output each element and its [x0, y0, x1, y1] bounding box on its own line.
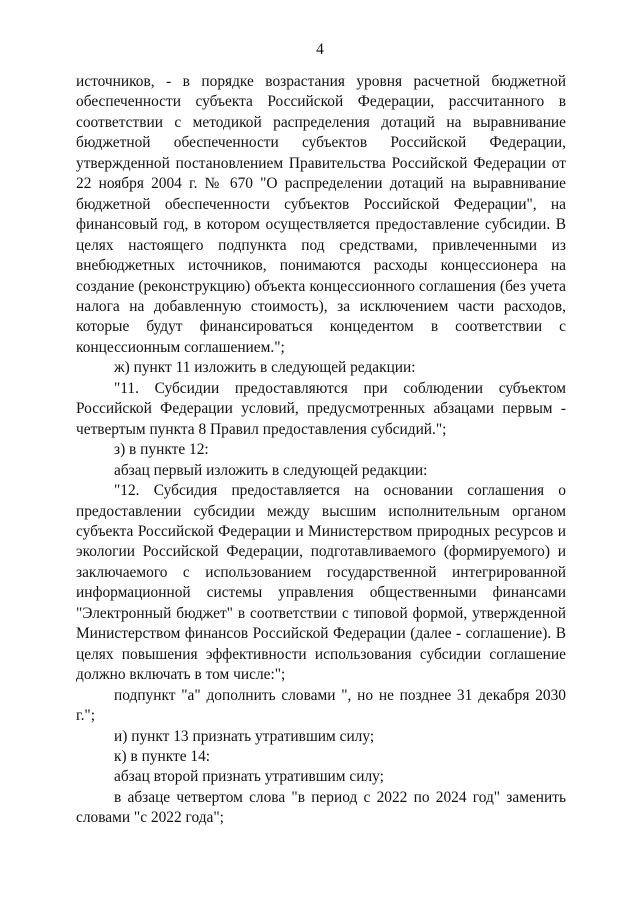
paragraph-8: и) пункт 13 признать утратившим силу;	[114, 727, 375, 745]
paragraph-11: в абзаце четвертом слова "в период с 2022 по 2024 год" заменить словами "с 2022 года";	[76, 788, 566, 827]
page-number: 4	[316, 41, 324, 58]
paragraph-7: подпункт "а" дополнить словами ", но не позднее 31 декабря 2030 г.";	[76, 686, 566, 725]
paragraph-6: "12. Субсидия предоставляется на основании соглашения о предоставлении субсидии между высшим исполнительным органом субъекта Российской Федерации и Министерством природных ресурсов и экологии Российской Федерации, подготавливаемого (формируемого) и заключаемого с использованием государственной интегрированной информационной системы управления общественными финансами "Электронный бюджет" в соответствии с типовой формой, утвержденной Министерством финансов Российской Федерации (далее - соглашение). В целях повышения эффективности использования субсидии соглашение должно включать в том числе:";	[76, 482, 566, 684]
paragraph-9: к) в пункте 14:	[114, 747, 211, 765]
paragraph-3: "11. Субсидии предоставляются при соблюдении субъектом Российской Федерации условий, предусмотренных абзацами первым - четвертым пункта 8 Правил предоставления субсидий.";	[76, 379, 566, 438]
paragraph-10: абзац второй признать утратившим силу;	[114, 768, 384, 786]
paragraph-2: ж) пункт 11 изложить в следующей редакции:	[114, 359, 416, 377]
paragraph-1: источников, - в порядке возрастания уровня расчетной бюджетной обеспеченности субъекта Российской Федерации, рассчитанного в соответствии с методикой распределения дотаций на выравнивание бюджетной обеспеченности субъектов Российской Федерации, утвержденной постановлением Правительства Российской Федерации от 22 ноября 2004 г. № 670 "О распределении дотаций на выравнивание бюджетной обеспеченности субъектов Российской Федерации", на финансовый год, в котором осуществляется предоставление субсидии. В целях настоящего подпункта под средствами, привлеченными из внебюджетных источников, понимаются расходы концессионера на создание (реконструкцию) объекта концессионного соглашения (без учета налога на добавленную стоимость), за исключением части расходов, которые будут финансироваться концедентом в соответствии с концессионным соглашением.";	[76, 73, 566, 356]
paragraph-5: абзац первый изложить в следующей редакции:	[114, 461, 428, 479]
document-body	[76, 72, 566, 829]
paragraph-4: з) в пункте 12:	[114, 441, 209, 459]
